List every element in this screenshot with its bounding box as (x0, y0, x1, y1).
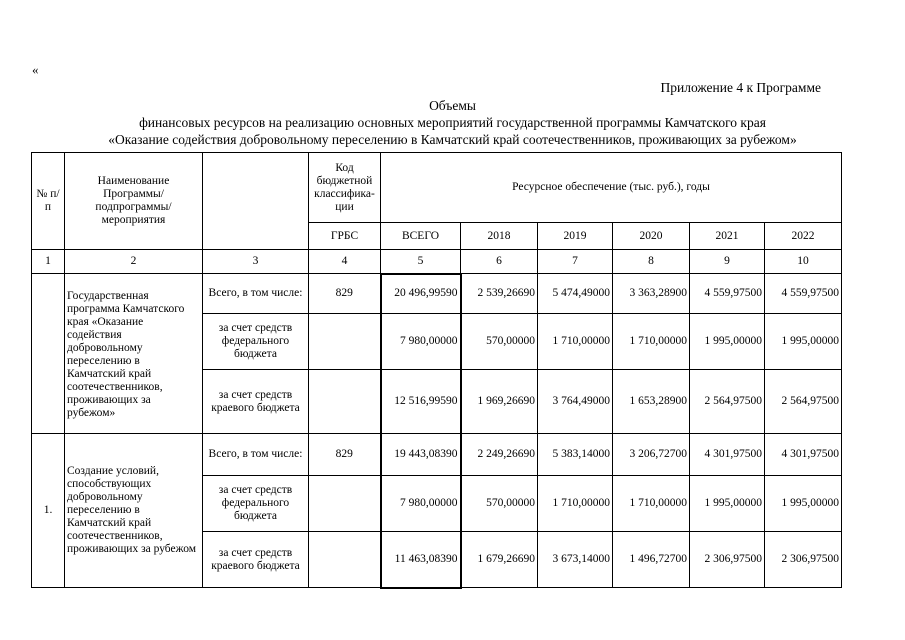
year-value: 570,00000 (461, 314, 538, 370)
table-row (32, 434, 842, 476)
year-value: 4 301,97500 (765, 434, 842, 476)
funding-source: за счет средств краевого бюджета (203, 370, 309, 434)
header-year: 2021 (690, 223, 765, 250)
year-value: 1 995,00000 (765, 476, 842, 532)
column-number: 5 (381, 250, 461, 274)
header-resources: Ресурсное обеспечение (тыс. руб.), годы (381, 153, 842, 223)
program-name: Государственная программа Камчатского края «Оказание содействия добровольному переселению в Камчатский край соотечественников, проживающих за рубежом» (65, 274, 203, 434)
total-value: 7 980,00000 (381, 476, 461, 532)
header-year: 2020 (613, 223, 690, 250)
row-num (32, 274, 65, 434)
year-value: 1 710,00000 (538, 314, 613, 370)
year-value: 2 306,97500 (690, 532, 765, 588)
total-value: 19 443,08390 (381, 434, 461, 476)
header-year: 2019 (538, 223, 613, 250)
column-number: 8 (613, 250, 690, 274)
year-value: 1 710,00000 (613, 476, 690, 532)
appendix-label: Приложение 4 к Программе (660, 80, 821, 95)
document-subtitle: финансовых ресурсов на реализацию основных мероприятий государственной программы Камчатского края (139, 115, 766, 130)
year-value: 5 474,49000 (538, 274, 613, 314)
year-value: 4 559,97500 (690, 274, 765, 314)
year-value: 2 249,26690 (461, 434, 538, 476)
grbs-code (309, 370, 381, 434)
year-value: 1 995,00000 (765, 314, 842, 370)
grbs-code: 829 (309, 274, 381, 314)
total-value: 12 516,99590 (381, 370, 461, 434)
row-num: 1. (32, 434, 65, 588)
grbs-code (309, 532, 381, 588)
funding-source: за счет средств федерального бюджета (203, 314, 309, 370)
header-year: 2018 (461, 223, 538, 250)
year-value: 3 764,49000 (538, 370, 613, 434)
year-value: 1 496,72700 (613, 532, 690, 588)
year-value: 570,00000 (461, 476, 538, 532)
table-row (32, 274, 842, 314)
column-number: 10 (765, 250, 842, 274)
funding-source: за счет средств краевого бюджета (203, 532, 309, 588)
header-source-empty (203, 153, 309, 250)
column-number: 6 (461, 250, 538, 274)
header-total: ВСЕГО (381, 223, 461, 250)
year-value: 2 564,97500 (765, 370, 842, 434)
year-value: 1 653,28900 (613, 370, 690, 434)
document-title: Объемы (429, 98, 476, 113)
year-value: 3 363,28900 (613, 274, 690, 314)
funding-source: Всего, в том числе: (203, 434, 309, 476)
grbs-code (309, 476, 381, 532)
year-value: 3 673,14000 (538, 532, 613, 588)
measure-name: Создание условий, способствующих добровольному переселению в Камчатский край соотечественников, проживающих за рубежом (65, 434, 203, 588)
program-name-title: «Оказание содействия добровольному переселению в Камчатский край соотечественников, проживающих за рубежом» (108, 132, 797, 147)
header-grbs: ГРБС (309, 223, 381, 250)
header-name: Наименование Программы/ подпрограммы/ мероприятия (65, 153, 203, 250)
year-value: 1 995,00000 (690, 314, 765, 370)
column-number: 9 (690, 250, 765, 274)
funding-source: Всего, в том числе: (203, 274, 309, 314)
header-code: Код бюджетной классифика-ции (309, 153, 381, 223)
year-value: 1 995,00000 (690, 476, 765, 532)
funding-source: за счет средств федерального бюджета (203, 476, 309, 532)
total-value: 7 980,00000 (381, 314, 461, 370)
header-year: 2022 (765, 223, 842, 250)
total-value: 11 463,08390 (381, 532, 461, 588)
year-value: 5 383,14000 (538, 434, 613, 476)
year-value: 4 559,97500 (765, 274, 842, 314)
table-header-row (32, 153, 842, 223)
year-value: 4 301,97500 (690, 434, 765, 476)
column-number: 2 (65, 250, 203, 274)
year-value: 2 564,97500 (690, 370, 765, 434)
year-value: 3 206,72700 (613, 434, 690, 476)
year-value: 1 710,00000 (538, 476, 613, 532)
opening-quote-mark: « (32, 62, 39, 77)
year-value: 2 306,97500 (765, 532, 842, 588)
column-number-row (32, 250, 842, 274)
funding-table (31, 152, 842, 589)
column-number: 4 (309, 250, 381, 274)
year-value: 1 679,26690 (461, 532, 538, 588)
total-value: 20 496,99590 (381, 274, 461, 314)
column-number: 7 (538, 250, 613, 274)
column-number: 3 (203, 250, 309, 274)
year-value: 1 710,00000 (613, 314, 690, 370)
year-value: 2 539,26690 (461, 274, 538, 314)
header-num: № п/п (32, 153, 65, 250)
grbs-code (309, 314, 381, 370)
column-number: 1 (32, 250, 65, 274)
grbs-code: 829 (309, 434, 381, 476)
year-value: 1 969,26690 (461, 370, 538, 434)
